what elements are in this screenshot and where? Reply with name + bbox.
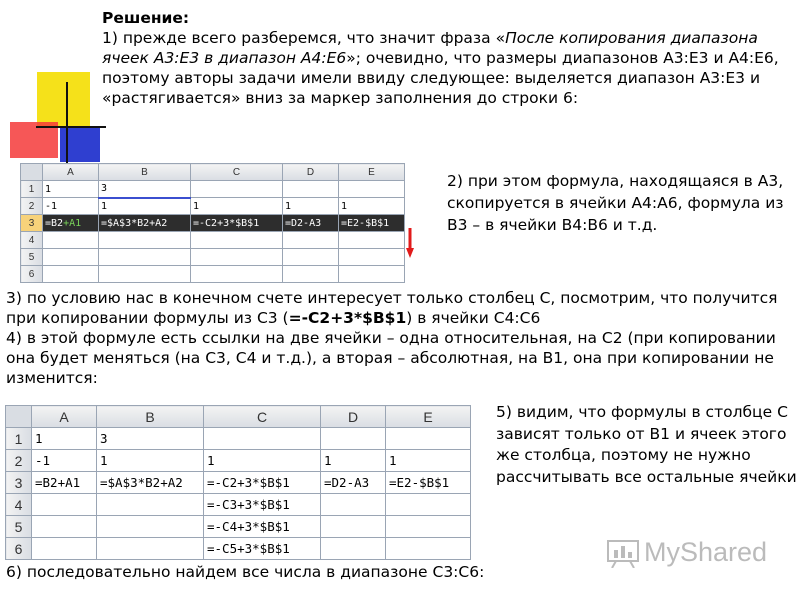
cell-e3[interactable]: =E2-$B$1 xyxy=(386,472,471,494)
cell-b3[interactable]: =$A$3*B2+A2 xyxy=(99,215,191,232)
step-1-quote: После копирования диапазона ячеек A3:E3 в диапазон A4:E6 xyxy=(102,29,758,67)
cell-e6[interactable] xyxy=(339,266,405,283)
row-header-5[interactable]: 5 xyxy=(6,516,32,538)
cell-d5[interactable] xyxy=(283,249,339,266)
column-header-e[interactable]: E xyxy=(386,406,471,428)
cell-e2[interactable]: 1 xyxy=(339,198,405,215)
cell-a1[interactable]: 1 xyxy=(43,181,99,198)
step-1-post: »; очевидно, что размеры диапазонов A3:E3 и A4:E6, поэтому авторы задачи имели ввиду следующее: выделяется диапазон A3:E3 и «растягивается» вниз за маркер заполнения до строки 6: xyxy=(102,49,779,107)
cell-c3[interactable]: =-C2+3*$B$1 xyxy=(204,472,321,494)
cell-b6[interactable] xyxy=(97,538,204,560)
cell-a4[interactable] xyxy=(32,494,97,516)
cell-d5[interactable] xyxy=(321,516,386,538)
cell-b4[interactable] xyxy=(99,232,191,249)
step-3-pre: 3) по условию нас в конечном счете интересует только столбец C, посмотрим, что получится при копировании формулы из C3 ( xyxy=(6,289,778,327)
column-header-a[interactable]: A xyxy=(32,406,97,428)
row-header-5[interactable]: 5 xyxy=(21,249,43,266)
decor-yellow-square xyxy=(37,72,90,128)
cell-a5[interactable] xyxy=(32,516,97,538)
row-header-2[interactable]: 2 xyxy=(21,198,43,215)
step-3-post: ) в ячейки C4:C6 xyxy=(406,309,541,327)
solution-title: Решение: xyxy=(102,9,190,27)
column-header-e[interactable]: E xyxy=(339,164,405,181)
cell-b2[interactable]: 1 xyxy=(97,450,204,472)
step-1-pre: 1) прежде всего разберемся, что значит фраза « xyxy=(102,29,506,47)
cell-d4[interactable] xyxy=(283,232,339,249)
sheet-corner xyxy=(21,164,43,181)
cell-c3[interactable]: =-C2+3*$B$1 xyxy=(191,215,283,232)
step-5-text: 5) видим, что формулы в столбце C зависят только от B1 и ячеек этого же столбца, поэтому не нужно рассчитывать все остальные ячейки xyxy=(496,403,797,486)
cell-a3[interactable]: =B2+A1 xyxy=(32,472,97,494)
cell-b2[interactable]: 1 xyxy=(99,198,191,215)
cell-a3-formula-part: =B2 xyxy=(45,217,64,229)
presentation-board-icon xyxy=(606,538,640,568)
column-header-d[interactable]: D xyxy=(321,406,386,428)
cell-b3[interactable]: =$A$3*B2+A2 xyxy=(97,472,204,494)
cell-b1[interactable]: 3 xyxy=(97,428,204,450)
cell-c5[interactable] xyxy=(191,249,283,266)
cell-c6[interactable] xyxy=(191,266,283,283)
row-header-1[interactable]: 1 xyxy=(21,181,43,198)
fill-down-arrow-icon xyxy=(406,228,414,258)
cell-a6[interactable] xyxy=(32,538,97,560)
cell-a5[interactable] xyxy=(43,249,99,266)
cell-c1[interactable] xyxy=(204,428,321,450)
cell-a3-formula-ref: +A1 xyxy=(63,217,82,229)
row-header-6[interactable]: 6 xyxy=(21,266,43,283)
decor-horizontal-line xyxy=(36,126,106,128)
row-header-1[interactable]: 1 xyxy=(6,428,32,450)
column-header-a[interactable]: A xyxy=(43,164,99,181)
step-4-text: 4) в этой формуле есть ссылки на две ячейки – одна относительная, на C2 (при копировании она будет меняться (на C3, C4 и т.д.), а вторая – абсолютная, на B1, она при копировании не изменится: xyxy=(6,329,776,387)
cell-d1[interactable] xyxy=(283,181,339,198)
spreadsheet-after-fill xyxy=(5,405,471,560)
column-header-d[interactable]: D xyxy=(283,164,339,181)
sheet-corner xyxy=(6,406,32,428)
row-header-3[interactable]: 3 xyxy=(21,215,43,232)
cell-e4[interactable] xyxy=(339,232,405,249)
row-header-2[interactable]: 2 xyxy=(6,450,32,472)
row-header-4[interactable]: 4 xyxy=(6,494,32,516)
cell-a1[interactable]: 1 xyxy=(32,428,97,450)
cell-c4[interactable] xyxy=(191,232,283,249)
cell-e3[interactable]: =E2-$B$1 xyxy=(339,215,405,232)
cell-b5[interactable] xyxy=(99,249,191,266)
column-header-b[interactable]: B xyxy=(97,406,204,428)
cell-e5[interactable] xyxy=(339,249,405,266)
step-6-text: 6) последовательно найдем все числа в диапазоне C3:C6: xyxy=(6,563,485,581)
cell-a3[interactable] xyxy=(43,215,99,232)
cell-e5[interactable] xyxy=(386,516,471,538)
cell-a2[interactable]: -1 xyxy=(32,450,97,472)
step-3-formula: =-C2+3*$B$1 xyxy=(288,309,407,327)
solution-intro xyxy=(102,8,792,108)
cell-c1[interactable] xyxy=(191,181,283,198)
cell-e4[interactable] xyxy=(386,494,471,516)
cell-a2[interactable]: -1 xyxy=(43,198,99,215)
step-2-text: 2) при этом формула, находящаяся в A3, скопируется в ячейки A4:A6, формула из B3 – в ячейки B4:B6 и т.д. xyxy=(447,172,784,234)
cell-d3[interactable]: =D2-A3 xyxy=(283,215,339,232)
cell-b1[interactable]: 3 xyxy=(99,181,191,198)
cell-e1[interactable] xyxy=(339,181,405,198)
spreadsheet-before-fill xyxy=(20,163,405,283)
column-header-c[interactable]: C xyxy=(204,406,321,428)
cell-b4[interactable] xyxy=(97,494,204,516)
row-header-4[interactable]: 4 xyxy=(21,232,43,249)
steps-3-4-text xyxy=(6,288,796,388)
cell-d6[interactable] xyxy=(321,538,386,560)
column-header-b[interactable]: B xyxy=(99,164,191,181)
cell-d2[interactable]: 1 xyxy=(283,198,339,215)
cell-b5[interactable] xyxy=(97,516,204,538)
cell-c2[interactable]: 1 xyxy=(204,450,321,472)
myshared-logo xyxy=(606,537,767,568)
step-3-text xyxy=(6,288,796,328)
logo-text: MyShared xyxy=(644,537,768,567)
column-header-c[interactable]: C xyxy=(191,164,283,181)
cell-e1[interactable] xyxy=(386,428,471,450)
cell-c2[interactable]: 1 xyxy=(191,198,283,215)
cell-e6[interactable] xyxy=(386,538,471,560)
cell-a6[interactable] xyxy=(43,266,99,283)
cell-d1[interactable] xyxy=(321,428,386,450)
cell-d2[interactable]: 1 xyxy=(321,450,386,472)
cell-d3[interactable]: =D2-A3 xyxy=(321,472,386,494)
row-header-6[interactable]: 6 xyxy=(6,538,32,560)
cell-c5[interactable]: =-C4+3*$B$1 xyxy=(204,516,321,538)
decor-vertical-line xyxy=(66,82,68,168)
cell-c4[interactable]: =-C3+3*$B$1 xyxy=(204,494,321,516)
step-1-text xyxy=(102,28,792,108)
cell-a4[interactable] xyxy=(43,232,99,249)
cell-b6[interactable] xyxy=(99,266,191,283)
cell-d4[interactable] xyxy=(321,494,386,516)
cell-d6[interactable] xyxy=(283,266,339,283)
row-header-3[interactable]: 3 xyxy=(6,472,32,494)
cell-e2[interactable]: 1 xyxy=(386,450,471,472)
cell-c6[interactable]: =-C5+3*$B$1 xyxy=(204,538,321,560)
